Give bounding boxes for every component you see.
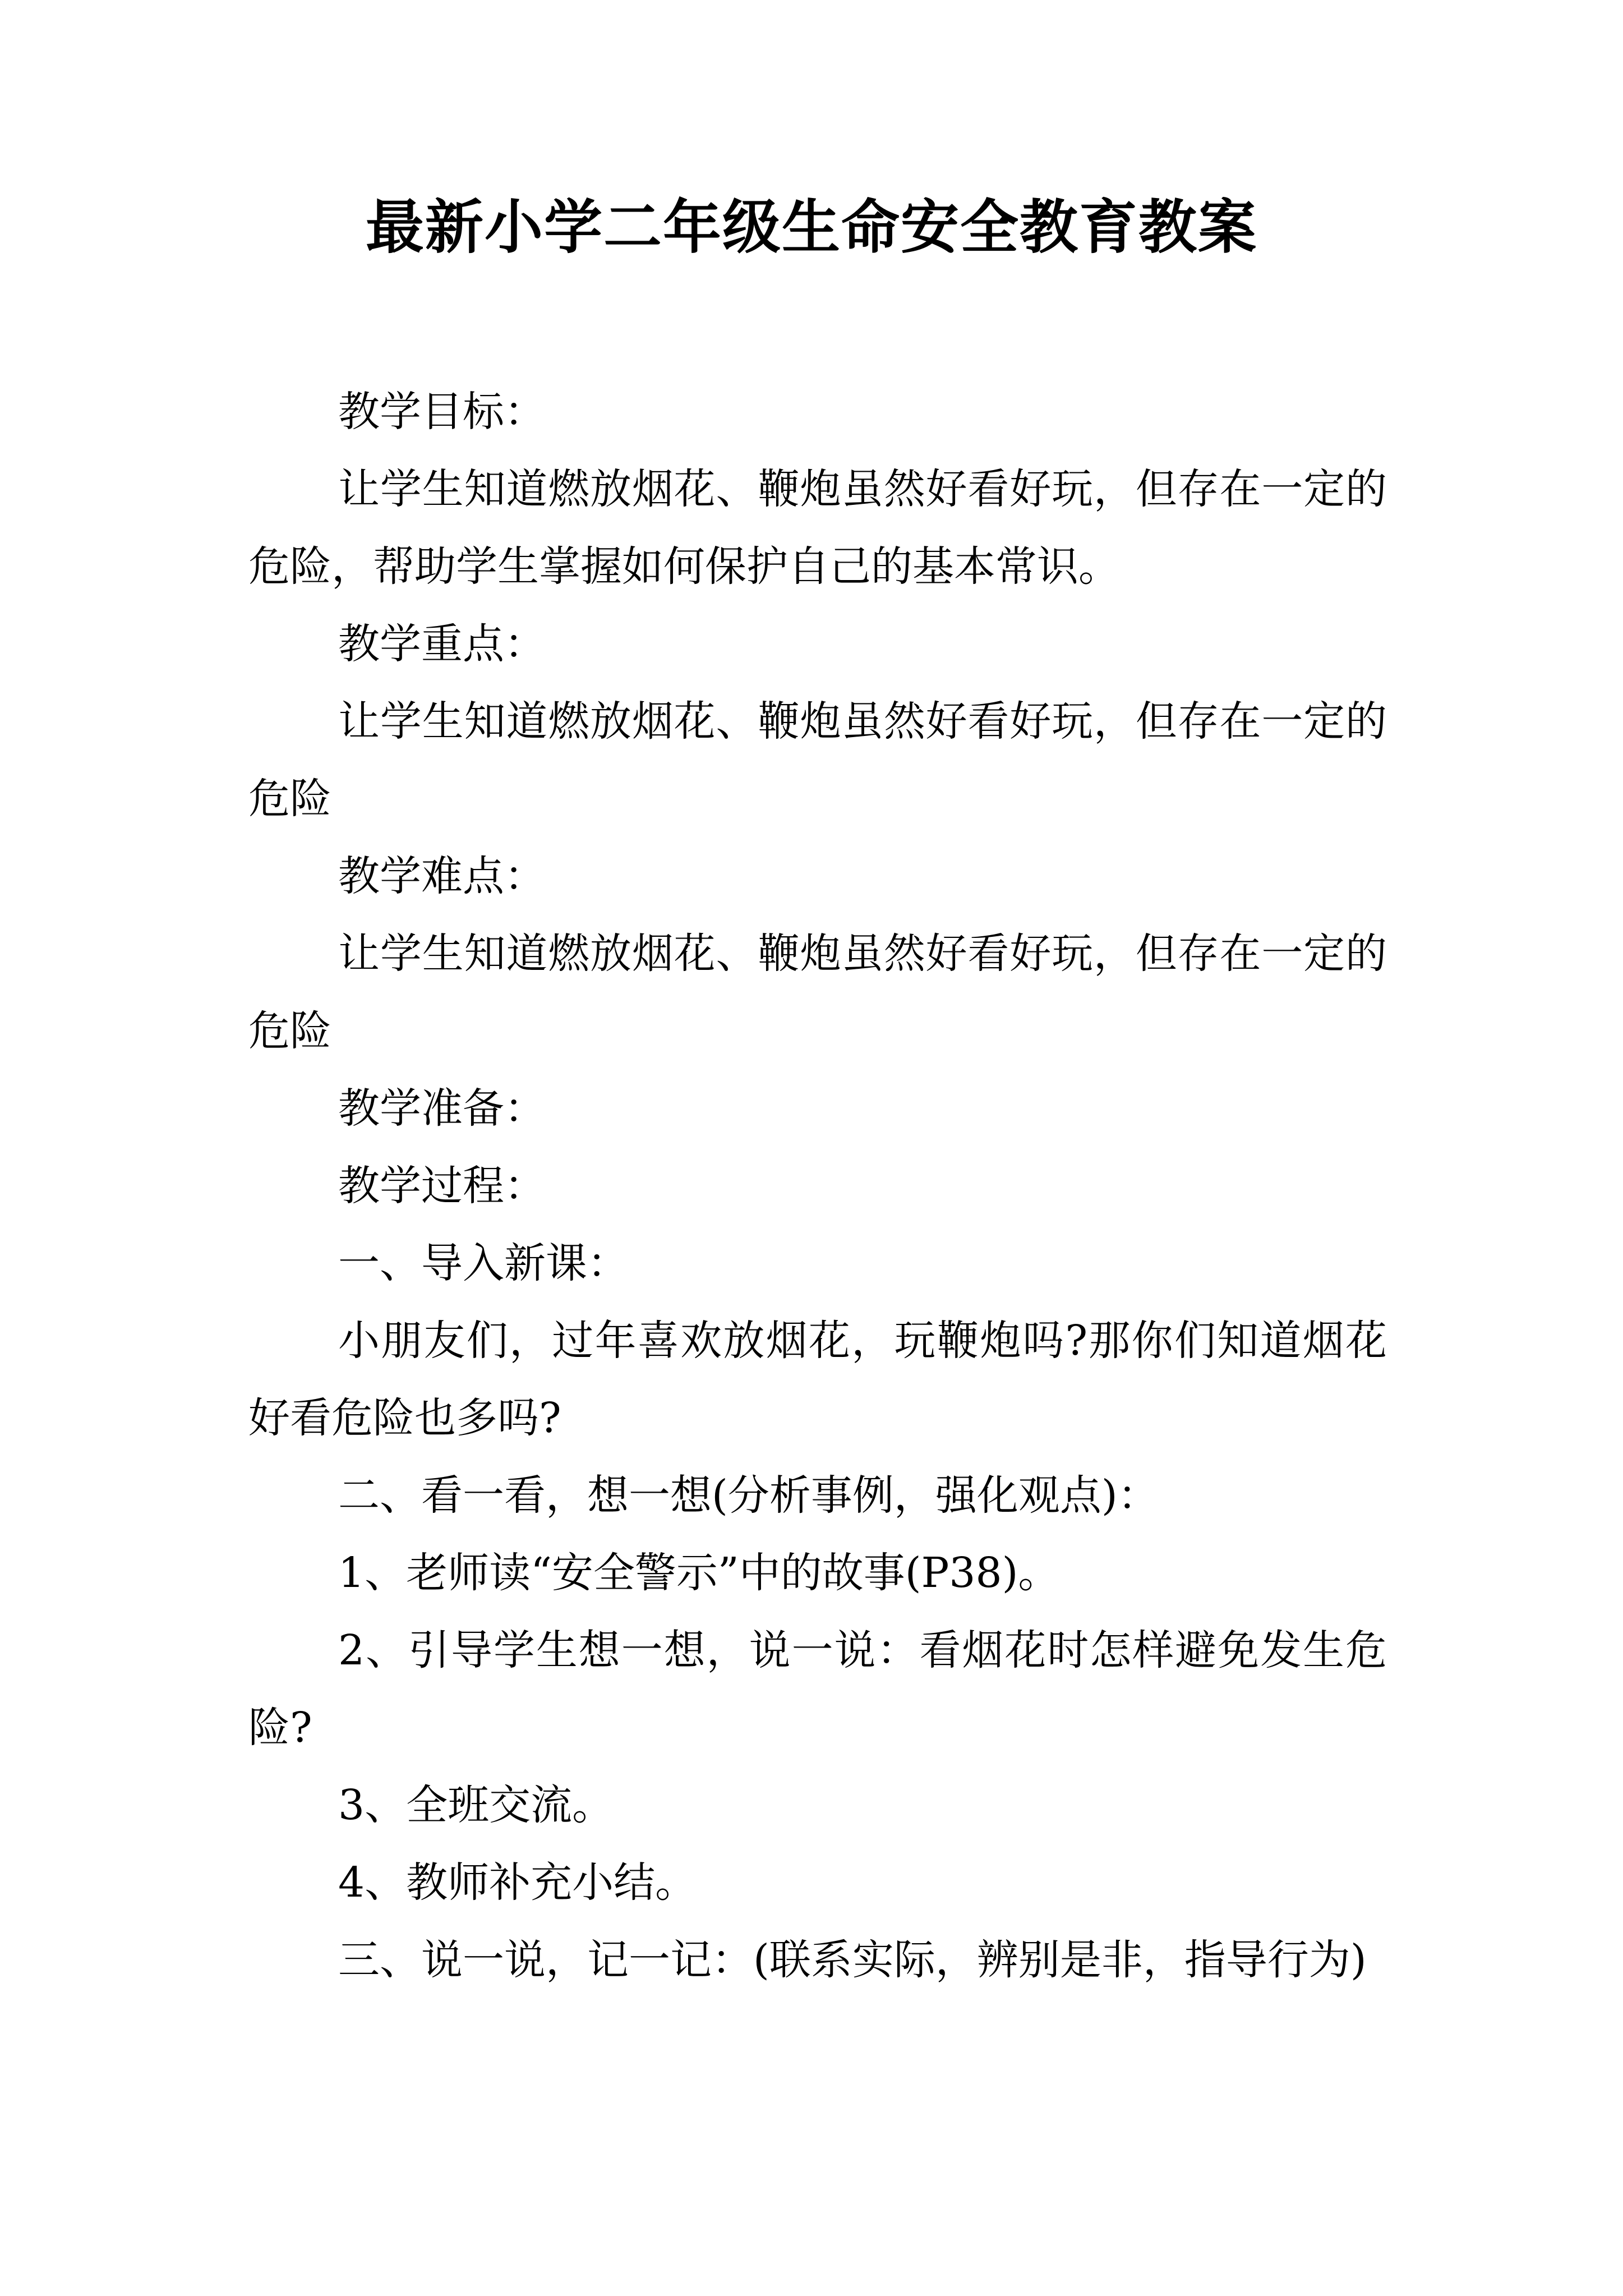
paragraph-teaching-goal: 让学生知道燃放烟花、鞭炮虽然好看好玩，但存在一定的危险，帮助学生掌握如何保护自己的基本常识。 bbox=[248, 465, 1387, 591]
paragraph-step-4: 4、教师补充小结。 bbox=[338, 1858, 697, 1907]
document-body bbox=[248, 373, 1387, 1999]
document-title: 最新小学二年级生命安全教育教案 bbox=[365, 193, 1257, 261]
paragraph-difficulty-heading: 教学难点： bbox=[338, 852, 546, 900]
paragraph-step-1: 1、老师读“安全警示”中的故事(P38)。 bbox=[338, 1549, 1060, 1597]
paragraph-section-three-heading: 三、说一说，记一记：(联系实际，辨别是非，指导行为) bbox=[338, 1936, 1367, 1984]
paragraph-teaching-goal-heading: 教学目标： bbox=[338, 388, 546, 436]
paragraph-section-two-heading: 二、看一看，想一想(分析事例，强化观点)： bbox=[338, 1471, 1159, 1520]
paragraph-step-2: 2、引导学生想一想，说一说：看烟花时怎样避免发生危险? bbox=[248, 1626, 1387, 1752]
paragraph-process-heading: 教学过程： bbox=[338, 1162, 546, 1210]
paragraph-key-point: 让学生知道燃放烟花、鞭炮虽然好看好玩，但存在一定的危险 bbox=[248, 697, 1387, 823]
paragraph-preparation-heading: 教学准备： bbox=[338, 1084, 546, 1133]
paragraph-section-one: 小朋友们，过年喜欢放烟花，玩鞭炮吗?那你们知道烟花好看危险也多吗? bbox=[248, 1317, 1387, 1442]
paragraph-step-3: 3、全班交流。 bbox=[338, 1781, 614, 1829]
paragraph-difficulty: 让学生知道燃放烟花、鞭炮虽然好看好玩，但存在一定的危险 bbox=[248, 930, 1387, 1055]
paragraph-key-point-heading: 教学重点： bbox=[338, 620, 546, 668]
paragraph-section-one-heading: 一、导入新课： bbox=[338, 1239, 629, 1287]
